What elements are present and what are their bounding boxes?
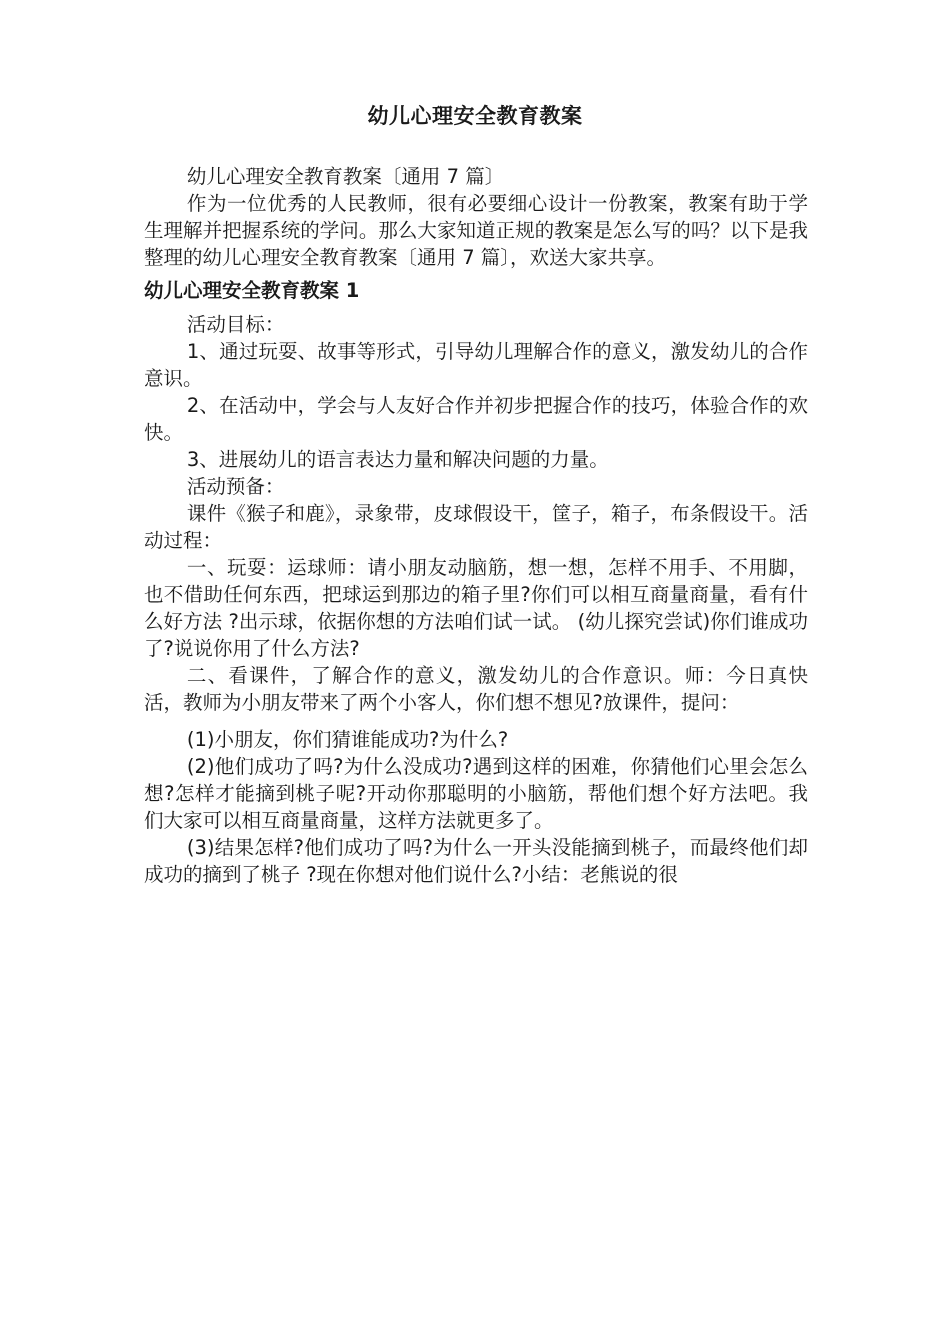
section-heading: 幼儿心理安全教育教案 1 bbox=[144, 279, 360, 302]
document-subtitle: 幼儿心理安全教育教案〔通用 7 篇〕 bbox=[186, 165, 505, 188]
paragraph-question-2: (2)他们成功了吗?为什么没成功?遇到这样的困难，你猜他们心里会怎么想?怎样才能摘到桃子呢?开动你那聪明的小脑筋，帮他们想个好方法吧。我们大家可以相互商量商量，这样方法就更多了。 bbox=[144, 755, 808, 832]
document-title: 幼儿心理安全教育教案 bbox=[367, 104, 583, 128]
intro-paragraph: 作为一位优秀的人民教师，很有必要细心设计一份教案，教案有助于学生理解并把握系统的学问。那么大家知道正规的教案是怎么写的吗？以下是我整理的幼儿心理安全教育教案〔通用 7 篇〕，欢送大家共享。 bbox=[144, 192, 808, 269]
paragraph-prep-label: 活动预备： bbox=[186, 475, 285, 498]
paragraph-goal-3: 3、进展幼儿的语言表达力量和解决问题的力量。 bbox=[186, 448, 609, 471]
paragraph-goal-2: 2、在活动中，学会与人友好合作并初步把握合作的技巧，体验合作的欢快。 bbox=[144, 394, 808, 444]
paragraph-step-1: 一、玩耍：运球师：请小朋友动脑筋，想一想，怎样不用手、不用脚，也不借助任何东西，把球运到那边的箱子里?你们可以相互商量商量，看有什么好方法 ?出示球，依据你想的方法咱们试一试。 (幼儿探究尝试)你们谁成功了?说说你用了什么方法? bbox=[144, 556, 808, 660]
document-body bbox=[144, 163, 808, 888]
paragraph-goals-label: 活动目标： bbox=[186, 313, 285, 336]
paragraph-question-3: (3)结果怎样?他们成功了吗?为什么一开头没能摘到桃子，而最终他们却成功的摘到了桃子 ?现在你想对他们说什么?小结：老熊说的很 bbox=[144, 836, 808, 886]
paragraph-prep-materials: 课件《猴子和鹿》，录象带，皮球假设干，筐子，箱子，布条假设干。活动过程： bbox=[144, 502, 808, 552]
paragraph-step-2: 二、看课件，了解合作的意义，激发幼儿的合作意识。师：今日真快活，教师为小朋友带来了两个小客人，你们想不想见?放课件，提问： bbox=[144, 664, 808, 714]
paragraph-goal-1: 1、通过玩耍、故事等形式，引导幼儿理解合作的意义，激发幼儿的合作意识。 bbox=[144, 340, 808, 390]
paragraph-question-1: (1)小朋友，你们猜谁能成功?为什么? bbox=[186, 728, 509, 751]
